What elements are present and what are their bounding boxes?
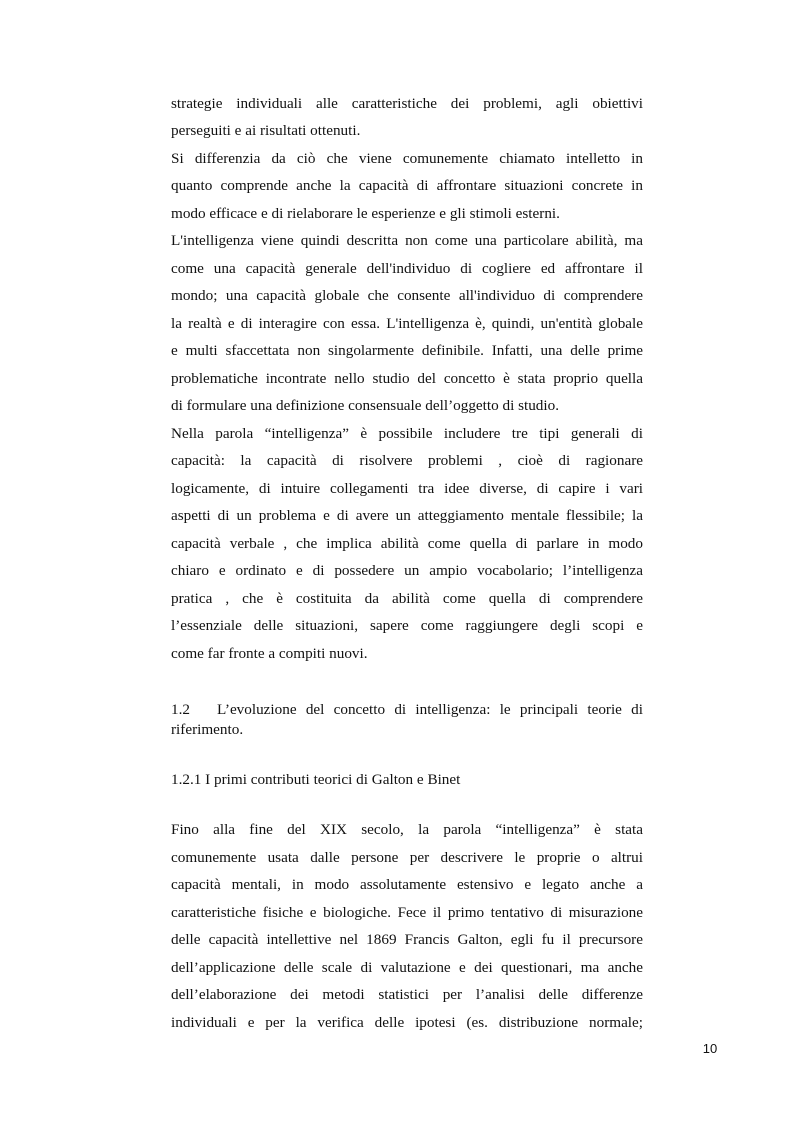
text-line: aspetti di un problema e di avere un atteggiamento mentale flessibile; la [171, 507, 643, 524]
text-line: logicamente, di intuire collegamenti tra idee diverse, di capire i vari [171, 480, 643, 497]
text-line: dell’applicazione delle scale di valutazione e dei questionari, ma anche [171, 959, 643, 976]
text-line: come una capacità generale dell'individuo di cogliere ed affrontare il [171, 260, 643, 277]
text-line: la realtà e di interagire con essa. L'intelligenza è, quindi, un'entità globale [171, 315, 643, 332]
section-heading-continued: riferimento. [171, 721, 244, 738]
text-line: mondo; una capacità globale che consente all'individuo di comprendere [171, 287, 643, 304]
text-line: Si differenzia da ciò che viene comunemente chiamato intelletto in [171, 150, 643, 167]
text-line: Fino alla fine del XIX secolo, la parola “intelligenza” è stata [171, 821, 643, 838]
subsection-heading: 1.2.1 I primi contributi teorici di Galton e Binet [171, 771, 461, 788]
text-line: pratica , che è costituita da abilità come quella di comprendere [171, 590, 643, 607]
text-line: individuali e per la verifica delle ipotesi (es. distribuzione normale; [171, 1014, 643, 1031]
section-number: 1.2 [171, 701, 190, 718]
text-line: strategie individuali alle caratteristiche dei problemi, agli obiettivi [171, 95, 643, 112]
text-line: l’essenziale delle situazioni, sapere come raggiungere degli scopi e [171, 617, 643, 634]
text-line: modo efficace e di rielaborare le esperienze e gli stimoli esterni. [171, 205, 560, 222]
text-line: Nella parola “intelligenza” è possibile includere tre tipi generali di [171, 425, 643, 442]
text-line: chiaro e ordinato e di possedere un ampio vocabolario; l’intelligenza [171, 562, 643, 579]
section-heading [171, 700, 643, 720]
text-line: L'intelligenza viene quindi descritta non come una particolare abilità, ma [171, 232, 643, 249]
text-line: perseguiti e ai risultati ottenuti. [171, 122, 361, 139]
text-line: capacità mentali, in modo assolutamente estensivo e legato anche a [171, 876, 643, 893]
text-line: quanto comprende anche la capacità di affrontare situazioni concrete in [171, 177, 643, 194]
text-line: problematiche incontrate nello studio del concetto è stata proprio quella [171, 370, 643, 387]
text-line: comunemente usata dalle persone per descrivere le proprie o altrui [171, 849, 643, 866]
text-line: e multi sfaccettata non singolarmente definibile. Infatti, una delle prime [171, 342, 643, 359]
section-title: L’evoluzione del concetto di intelligenza: le principali teorie di [217, 701, 643, 718]
text-line: capacità verbale , che implica abilità come quella di parlare in modo [171, 535, 643, 552]
text-line: caratteristiche fisiche e biologiche. Fece il primo tentativo di misurazione [171, 904, 643, 921]
text-line: delle capacità intellettive nel 1869 Francis Galton, egli fu il precursore [171, 931, 643, 948]
page-number: 10 [702, 1041, 718, 1056]
text-line: capacità: la capacità di risolvere problemi , cioè di ragionare [171, 452, 643, 469]
text-line: di formulare una definizione consensuale dell’oggetto di studio. [171, 397, 560, 414]
text-line: come far fronte a compiti nuovi. [171, 645, 368, 662]
text-line: dell’elaborazione dei metodi statistici per l’analisi delle differenze [171, 986, 643, 1003]
